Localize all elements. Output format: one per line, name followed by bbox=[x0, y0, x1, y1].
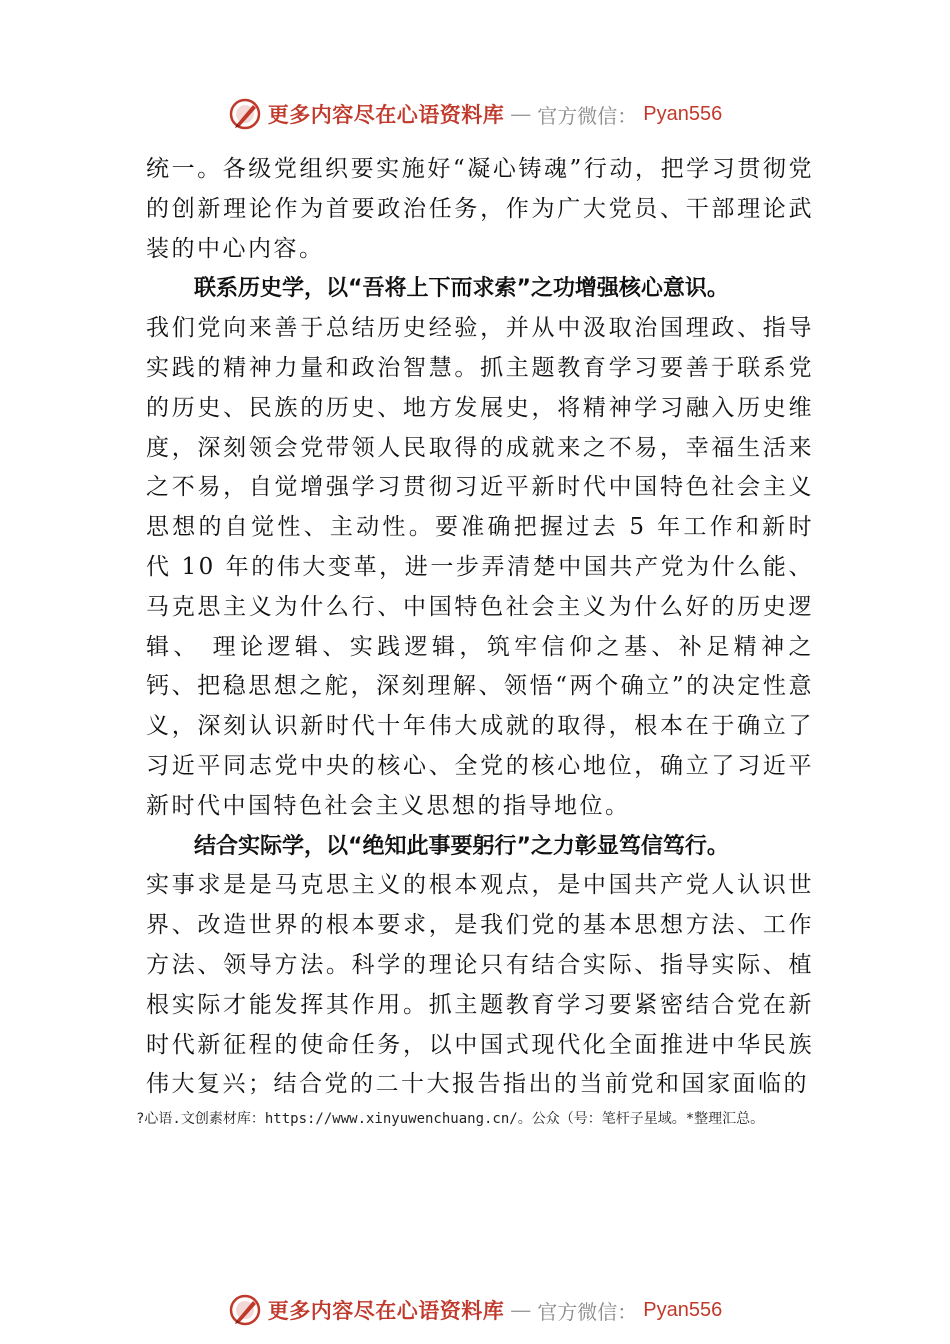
banner-separator: — bbox=[510, 102, 532, 126]
footnote: ?心语.文创素材库：https://www.xinyuwenchuang.cn/。公众（号：笔杆子星域。*整理汇总。 bbox=[136, 1111, 765, 1127]
header-banner bbox=[0, 94, 950, 134]
banner-title: 更多内容尽在心语资料库 bbox=[267, 102, 505, 127]
paragraph-1: 统一。各级党组织要实施好“凝心铸魂”行动，把学习贯彻党的创新理论作为首要政治任务，作为广大党员、干部理论武装的中心内容。 bbox=[146, 156, 814, 262]
pen-circle-logo-icon bbox=[228, 1293, 262, 1327]
paragraph-2: 我们党向来善于总结历史经验，并从中汲取治国理政、指导实践的精神力量和政治智慧。抓主题教育学习要善于联系党的历史、民族的历史、地方发展史，将精神学习融入历史维度，深刻领会党带领人民取得的成就来之不易，幸福生活来之不易，自觉增强学习贯彻习近平新时代中国特色社会主义思想的自觉性、主动性。要准确把握过去 5 年工作和新时代 10 年的伟大变革，进一步弄清楚中国共产党为什么能、马克思主义为什么行、中国特色社会主义为什么好的历史逻辑、 理论逻辑、实践逻辑，筑牢信仰之基、补足精神之钙、把稳思想之舵，深刻理解、领悟“两个确立”的决定性意义，深刻认识新时代十年伟大成就的取得，根本在于确立了习近平同志党中央的核心、全党的核心地位，确立了习近平新时代中国特色社会主义思想的指导地位。 bbox=[146, 315, 814, 819]
section-heading-history: 联系历史学，以“吾将上下而求索”之功增强核心意识。 bbox=[194, 276, 729, 302]
banner-separator: — bbox=[510, 1298, 532, 1322]
banner-wechat-label: 官方微信： bbox=[537, 1299, 638, 1324]
banner-wechat-id: Pyan556 bbox=[643, 1298, 723, 1321]
paragraph-3: 实事求是是马克思主义的根本观点，是中国共产党人认识世界、改造世界的根本要求，是我们党的基本思想方法、工作方法、领导方法。科学的理论只有结合实际、指导实际、植根实际才能发挥其作用。抓主题教育学习要紧密结合党在新时代新征程的使命任务，以中国式现代化全面推进中华民族伟大复兴；结合党的二十大报告指出的当前党和国家面临的 bbox=[146, 872, 814, 1098]
footer-banner bbox=[0, 1290, 950, 1330]
banner-wechat-label: 官方微信： bbox=[537, 103, 638, 128]
document-body bbox=[146, 150, 814, 1105]
section-heading-practice: 结合实际学，以“绝知此事要躬行”之力彰显笃信笃行。 bbox=[194, 833, 729, 859]
banner-wechat-id: Pyan556 bbox=[643, 102, 723, 125]
pen-circle-logo-icon bbox=[228, 97, 262, 131]
banner-title: 更多内容尽在心语资料库 bbox=[267, 1298, 505, 1323]
